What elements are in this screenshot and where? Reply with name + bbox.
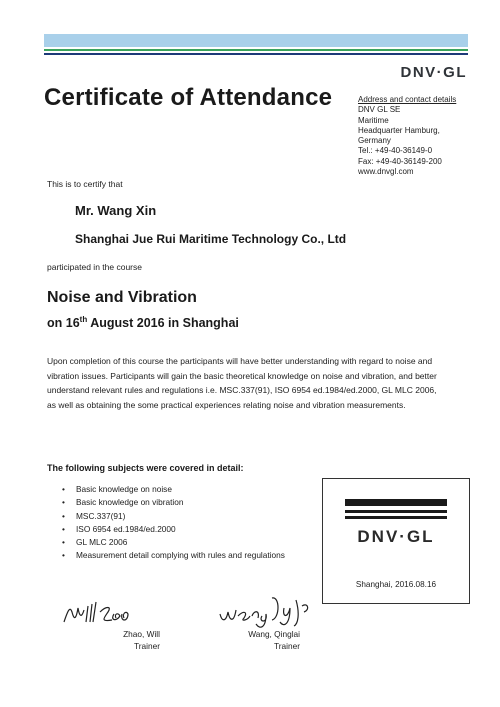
stamp-logo-bar — [345, 499, 447, 506]
list-item: • GL MLC 2006 — [62, 536, 285, 549]
date-prefix: on 16 — [47, 316, 80, 331]
address-line: DNV GL SE — [358, 105, 401, 115]
recipient-company: Shanghai Jue Rui Maritime Technology Co., Ltd — [75, 232, 347, 246]
certify-text: This is to certify that — [47, 179, 123, 189]
signer-name: Zhao, Will — [123, 629, 160, 639]
list-item: • Basic knowledge on noise — [62, 483, 285, 496]
address-line: Headquarter Hamburg, — [358, 125, 440, 135]
address-heading: Address and contact details — [358, 95, 457, 104]
header-band-blue — [44, 34, 468, 47]
stamp-place-date: Shanghai, 2016.08.16 — [355, 580, 437, 589]
course-date — [47, 315, 239, 330]
certificate-title: Certificate of Attendance — [44, 84, 333, 111]
address-line: Maritime — [358, 115, 389, 125]
signature-wang — [214, 588, 324, 632]
date-rest: August 2016 in Shanghai — [87, 316, 239, 331]
list-item: • ISO 6954 ed.1984/ed.2000 — [62, 523, 285, 536]
course-description: Upon completion of this course the participants will have better understanding with regard to noise and vibration issues. Participants will gain the basic theoretical knowledge on noise and vibration, and better understand relevant rules and regulations i.e. MSC.337(91), ISO 6954 ed.1984/ed.2000, GL MLC 2006, as well as obtaining the some practical experiences relating noise and vibration measurements. — [47, 356, 437, 410]
subjects-heading: The following subjects were covered in detail: — [47, 463, 244, 473]
header-band-green — [44, 49, 468, 51]
date-suffix-sup: th — [79, 315, 88, 324]
subjects-list — [62, 483, 285, 563]
signer-name: Wang, Qinglai — [248, 629, 300, 639]
address-line: Germany — [358, 136, 391, 146]
address-line: Fax: +49-40-36149-200 — [358, 156, 442, 166]
list-item: • Measurement detail complying with rules and regulations — [62, 549, 285, 562]
signature-block-2 — [230, 628, 300, 652]
signer-role: Trainer — [274, 641, 300, 651]
recipient-name: Mr. Wang Xin — [75, 203, 157, 218]
signer-role: Trainer — [134, 641, 160, 651]
list-item: • MSC.337(91) — [62, 510, 285, 523]
address-line: www.dnvgl.com — [358, 167, 414, 177]
dnv-gl-logo: DNV·GL — [400, 64, 467, 81]
header-band-navy — [44, 53, 468, 55]
address-block — [358, 95, 456, 177]
list-item: • Basic knowledge on vibration — [62, 496, 285, 509]
participated-text: participated in the course — [47, 262, 142, 272]
stamp-box — [322, 478, 470, 604]
stamp-logo-bar — [345, 510, 447, 513]
stamp-logo-bar — [345, 516, 447, 519]
stamp-logo: DNV·GL — [357, 527, 435, 546]
signature-zhao — [60, 592, 160, 632]
course-title: Noise and Vibration — [47, 289, 197, 306]
address-line: Tel.: +49-40-36149-0 — [358, 146, 433, 156]
signature-block-1 — [90, 628, 160, 652]
